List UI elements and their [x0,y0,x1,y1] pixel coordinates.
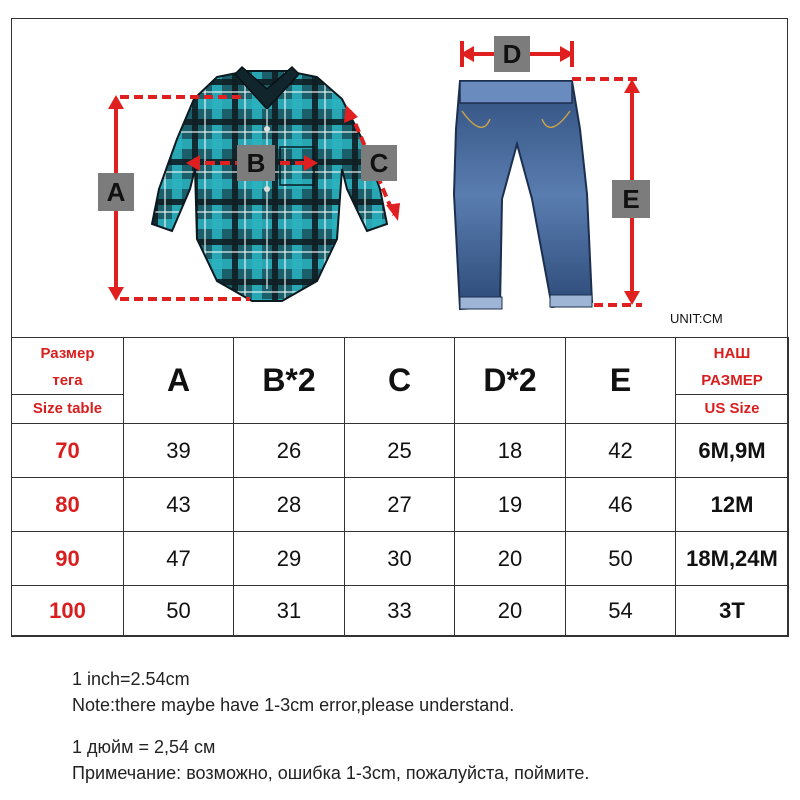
column-header-d: D*2 [455,338,566,424]
tag-size-cell: 70 [12,424,124,478]
marker-b-label: B [246,148,266,178]
unit-label: UNIT:CM [670,311,723,326]
measure-b-cell: 29 [234,532,345,586]
us-size-cell: 12M [676,478,789,532]
measure-e-cell: 46 [566,478,676,532]
tag-size-cell: 100 [12,586,124,637]
tag-size-cell: 90 [12,532,124,586]
measure-d-cell: 20 [455,586,566,637]
table-row [12,532,789,586]
column-header-e: E [566,338,676,424]
russian-notes [72,734,589,786]
inch-conversion-note-ru: 1 дюйм = 2,54 см [72,737,216,757]
measure-d-cell: 18 [455,424,566,478]
marker-c-label: C [369,148,389,178]
tag-size-header [12,338,124,424]
us-size-cell: 6M,9M [676,424,789,478]
measure-d-cell: 20 [455,532,566,586]
marker-e-label: E [622,184,640,214]
measure-c-cell: 33 [345,586,455,637]
size-table-label: Size table [11,394,124,422]
measure-e-cell: 50 [566,532,676,586]
measure-a-cell: 43 [124,478,234,532]
our-size-header-line2: РАЗМЕР [701,371,763,389]
table-header-row [12,338,789,424]
inch-conversion-note: 1 inch=2.54cm [72,669,190,689]
measure-c-cell: 30 [345,532,455,586]
measure-e-cell: 54 [566,586,676,637]
column-header-b: B*2 [234,338,345,424]
garment-illustration [12,19,787,337]
our-size-header-line1: НАШ [713,344,751,362]
measure-b-cell: 31 [234,586,345,637]
table-row [12,586,789,637]
table-row [12,424,789,478]
measure-a-cell: 39 [124,424,234,478]
tag-size-header-line2: тега [52,371,83,389]
marker-a-label: A [106,177,126,207]
column-header-c: C [345,338,455,424]
measure-c-cell: 25 [345,424,455,478]
measure-c-cell: 27 [345,478,455,532]
plaid-shirt-graphic [152,67,387,301]
column-header-a: A [124,338,234,424]
jeans-graphic [454,81,592,309]
error-note-ru: Примечание: возможно, ошибка 1-3cm, пожалуйста, поймите. [72,763,590,783]
tag-size-cell: 80 [12,478,124,532]
us-size-label: US Size [675,394,789,422]
measure-b-cell: 28 [234,478,345,532]
table-row [12,478,789,532]
measure-a-cell: 50 [124,586,234,637]
english-notes [72,666,514,718]
us-size-cell: 3T [676,586,789,637]
us-size-cell: 18M,24M [676,532,789,586]
measure-e-cell: 42 [566,424,676,478]
our-size-header [676,338,789,424]
error-note: Note:there maybe have 1-3cm error,please understand. [72,695,515,715]
tag-size-header-line1: Размер [40,344,95,362]
size-table [11,337,789,637]
marker-d-label: D [502,39,522,69]
measure-d-cell: 19 [455,478,566,532]
measure-b-cell: 26 [234,424,345,478]
measure-a-cell: 47 [124,532,234,586]
